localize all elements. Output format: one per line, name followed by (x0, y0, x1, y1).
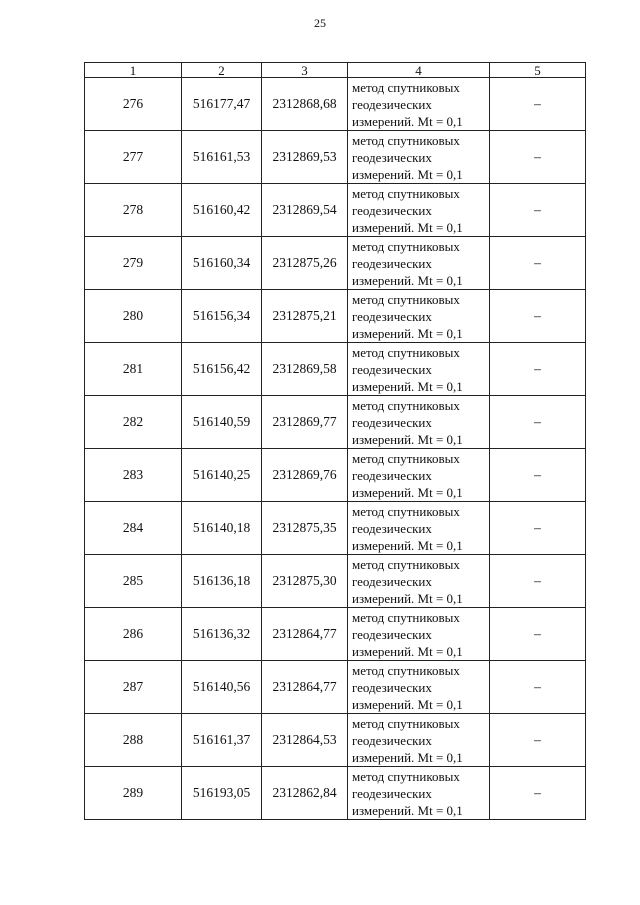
table-row (85, 78, 586, 131)
method-cell (348, 661, 490, 714)
method-line: геодезических (352, 202, 432, 218)
x-coordinate-cell: 516160,34 (182, 237, 262, 290)
table-row (85, 555, 586, 608)
point-number-cell: 286 (85, 608, 182, 661)
point-number-cell: 287 (85, 661, 182, 714)
header-col-1: 1 (85, 63, 182, 78)
method-line: метод спутниковых (352, 79, 460, 95)
method-line: измерений. Mt = 0,1 (352, 378, 463, 394)
note-cell: – (490, 290, 586, 343)
y-coordinate-cell: 2312869,54 (262, 184, 348, 237)
method-cell (348, 767, 490, 820)
method-line: измерений. Mt = 0,1 (352, 325, 463, 341)
note-cell: – (490, 78, 586, 131)
y-coordinate-cell: 2312875,35 (262, 502, 348, 555)
point-number-cell: 289 (85, 767, 182, 820)
coordinates-table (84, 62, 586, 820)
method-line: измерений. Mt = 0,1 (352, 431, 463, 447)
method-line: измерений. Mt = 0,1 (352, 484, 463, 500)
x-coordinate-cell: 516161,53 (182, 131, 262, 184)
method-line: геодезических (352, 414, 432, 430)
method-line: метод спутниковых (352, 344, 460, 360)
x-coordinate-cell: 516156,34 (182, 290, 262, 343)
y-coordinate-cell: 2312875,26 (262, 237, 348, 290)
y-coordinate-cell: 2312864,77 (262, 661, 348, 714)
y-coordinate-cell: 2312862,84 (262, 767, 348, 820)
note-cell: – (490, 502, 586, 555)
method-line: геодезических (352, 785, 432, 801)
header-col-2: 2 (182, 63, 262, 78)
point-number-cell: 284 (85, 502, 182, 555)
y-coordinate-cell: 2312875,30 (262, 555, 348, 608)
method-cell (348, 184, 490, 237)
method-line: геодезических (352, 467, 432, 483)
method-cell (348, 237, 490, 290)
x-coordinate-cell: 516136,32 (182, 608, 262, 661)
method-line: геодезических (352, 361, 432, 377)
method-line: геодезических (352, 96, 432, 112)
y-coordinate-cell: 2312864,53 (262, 714, 348, 767)
method-line: геодезических (352, 149, 432, 165)
point-number-cell: 280 (85, 290, 182, 343)
y-coordinate-cell: 2312869,77 (262, 396, 348, 449)
point-number-cell: 282 (85, 396, 182, 449)
note-cell: – (490, 608, 586, 661)
method-line: измерений. Mt = 0,1 (352, 113, 463, 129)
table-row (85, 396, 586, 449)
method-line: метод спутниковых (352, 132, 460, 148)
note-cell: – (490, 343, 586, 396)
table-row (85, 661, 586, 714)
method-cell (348, 714, 490, 767)
table-row (85, 131, 586, 184)
point-number-cell: 283 (85, 449, 182, 502)
method-line: метод спутниковых (352, 450, 460, 466)
method-line: метод спутниковых (352, 238, 460, 254)
method-line: геодезических (352, 626, 432, 642)
method-line: геодезических (352, 573, 432, 589)
method-line: измерений. Mt = 0,1 (352, 166, 463, 182)
point-number-cell: 288 (85, 714, 182, 767)
method-line: измерений. Mt = 0,1 (352, 802, 463, 818)
method-line: геодезических (352, 255, 432, 271)
y-coordinate-cell: 2312875,21 (262, 290, 348, 343)
method-line: метод спутниковых (352, 397, 460, 413)
method-line: геодезических (352, 308, 432, 324)
header-col-4: 4 (348, 63, 490, 78)
note-cell: – (490, 767, 586, 820)
method-line: измерений. Mt = 0,1 (352, 696, 463, 712)
y-coordinate-cell: 2312869,76 (262, 449, 348, 502)
x-coordinate-cell: 516156,42 (182, 343, 262, 396)
method-cell (348, 608, 490, 661)
method-line: метод спутниковых (352, 291, 460, 307)
method-line: метод спутниковых (352, 609, 460, 625)
method-line: измерений. Mt = 0,1 (352, 219, 463, 235)
y-coordinate-cell: 2312868,68 (262, 78, 348, 131)
method-line: метод спутниковых (352, 503, 460, 519)
note-cell: – (490, 184, 586, 237)
method-line: геодезических (352, 732, 432, 748)
x-coordinate-cell: 516161,37 (182, 714, 262, 767)
note-cell: – (490, 237, 586, 290)
method-cell (348, 449, 490, 502)
method-line: измерений. Mt = 0,1 (352, 749, 463, 765)
header-col-5: 5 (490, 63, 586, 78)
x-coordinate-cell: 516177,47 (182, 78, 262, 131)
y-coordinate-cell: 2312869,53 (262, 131, 348, 184)
note-cell: – (490, 661, 586, 714)
method-cell (348, 78, 490, 131)
point-number-cell: 276 (85, 78, 182, 131)
method-cell (348, 290, 490, 343)
note-cell: – (490, 396, 586, 449)
x-coordinate-cell: 516160,42 (182, 184, 262, 237)
y-coordinate-cell: 2312869,58 (262, 343, 348, 396)
point-number-cell: 277 (85, 131, 182, 184)
method-line: метод спутниковых (352, 556, 460, 572)
x-coordinate-cell: 516140,56 (182, 661, 262, 714)
table-row (85, 290, 586, 343)
method-line: измерений. Mt = 0,1 (352, 272, 463, 288)
method-line: метод спутниковых (352, 768, 460, 784)
method-line: геодезических (352, 520, 432, 536)
note-cell: – (490, 131, 586, 184)
y-coordinate-cell: 2312864,77 (262, 608, 348, 661)
method-line: измерений. Mt = 0,1 (352, 590, 463, 606)
method-cell (348, 343, 490, 396)
x-coordinate-cell: 516140,18 (182, 502, 262, 555)
table-row (85, 767, 586, 820)
method-cell (348, 502, 490, 555)
x-coordinate-cell: 516140,59 (182, 396, 262, 449)
method-cell (348, 555, 490, 608)
point-number-cell: 281 (85, 343, 182, 396)
method-line: метод спутниковых (352, 662, 460, 678)
table-row (85, 237, 586, 290)
x-coordinate-cell: 516136,18 (182, 555, 262, 608)
method-cell (348, 396, 490, 449)
point-number-cell: 285 (85, 555, 182, 608)
table-row (85, 714, 586, 767)
point-number-cell: 279 (85, 237, 182, 290)
x-coordinate-cell: 516140,25 (182, 449, 262, 502)
table-row (85, 343, 586, 396)
method-cell (348, 131, 490, 184)
method-line: измерений. Mt = 0,1 (352, 537, 463, 553)
method-line: метод спутниковых (352, 185, 460, 201)
note-cell: – (490, 449, 586, 502)
x-coordinate-cell: 516193,05 (182, 767, 262, 820)
header-col-3: 3 (262, 63, 348, 78)
table-row (85, 502, 586, 555)
table-row (85, 608, 586, 661)
header-row (85, 63, 586, 78)
table-row (85, 449, 586, 502)
note-cell: – (490, 714, 586, 767)
point-number-cell: 278 (85, 184, 182, 237)
method-line: геодезических (352, 679, 432, 695)
table-row (85, 184, 586, 237)
note-cell: – (490, 555, 586, 608)
method-line: измерений. Mt = 0,1 (352, 643, 463, 659)
method-line: метод спутниковых (352, 715, 460, 731)
page-number: 25 (314, 16, 326, 30)
